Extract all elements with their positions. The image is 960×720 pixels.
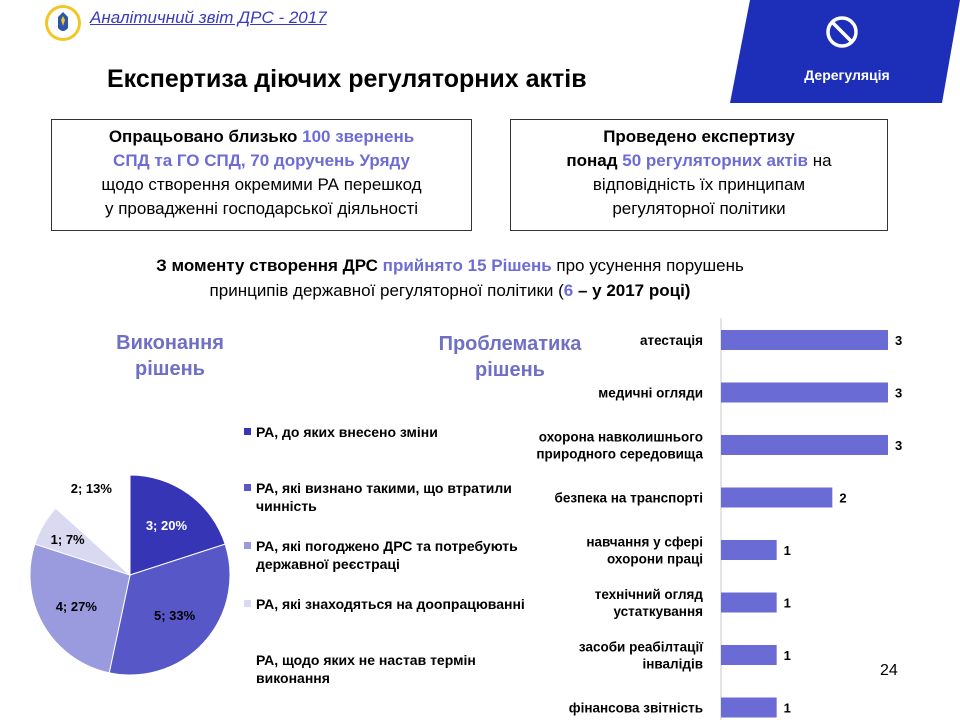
problems-title-line: рішень bbox=[475, 359, 545, 381]
legend-swatch bbox=[244, 542, 251, 549]
legend-swatch bbox=[244, 484, 251, 491]
box-highlight: 70 доручень Уряду bbox=[250, 151, 410, 170]
pie-data-label: 3; 20% bbox=[145, 517, 188, 533]
execution-pie-chart bbox=[20, 465, 240, 685]
legend-label: РА, які визнано такими, що втратили чинність bbox=[256, 480, 512, 514]
bar bbox=[721, 593, 777, 613]
pie-data-label: 2; 13% bbox=[70, 481, 112, 497]
bar-value-label: 3 bbox=[895, 438, 903, 453]
bar-category-label: інвалідів bbox=[642, 656, 703, 672]
statement-text: – у 2017 році) bbox=[573, 281, 691, 300]
box-highlight: 100 звернень bbox=[302, 127, 415, 146]
pie-data-label: 5; 33% bbox=[153, 608, 196, 624]
statement-text: З моменту створення ДРС bbox=[156, 256, 383, 275]
bar-value-label: 1 bbox=[783, 595, 791, 611]
bar-value-label: 1 bbox=[783, 700, 791, 716]
problems-title-line: Проблематика bbox=[438, 333, 582, 355]
bar-category-label: устаткування bbox=[613, 604, 703, 619]
bar-category-label: технічний огляд bbox=[594, 587, 703, 602]
bar-category-label: охорони праці bbox=[607, 551, 703, 567]
bar bbox=[721, 540, 777, 560]
box-text: у провадженні господарської діяльності bbox=[104, 199, 419, 218]
bar bbox=[721, 488, 832, 508]
bar-category-label: атестація bbox=[639, 333, 703, 348]
box-text: понад bbox=[566, 151, 623, 170]
execution-title-line: рішень bbox=[135, 358, 205, 380]
box-text: відповідність їх принципам bbox=[592, 175, 806, 194]
execution-title-line: Виконання bbox=[116, 332, 224, 354]
bar-category-label: медичні огляди bbox=[598, 385, 703, 401]
box-text: на bbox=[808, 151, 832, 170]
statement-text: про усунення порушень bbox=[551, 256, 744, 275]
statement-highlight: прийнято 15 Рішень bbox=[382, 256, 552, 275]
bar bbox=[721, 330, 888, 350]
bar-value-label: 1 bbox=[783, 543, 791, 558]
bar-value-label: 2 bbox=[839, 490, 847, 506]
bar-value-label: 1 bbox=[783, 648, 791, 663]
pie-data-label: 4; 27% bbox=[55, 599, 97, 614]
bar-category-label: охорона навколишнього bbox=[538, 429, 703, 445]
pie-data-label: 1; 7% bbox=[50, 532, 85, 547]
legend-swatch bbox=[244, 428, 251, 435]
report-link[interactable]: Аналітичний звіт ДРС - 2017 bbox=[90, 8, 327, 27]
box-highlight: СПД та ГО СПД, bbox=[113, 151, 251, 170]
badge-label: Дерегуляція bbox=[804, 67, 890, 83]
legend-label: РА, які знаходяться на доопрацюванні bbox=[256, 596, 525, 612]
legend-label: РА, щодо яких не настав термін виконання bbox=[256, 652, 476, 686]
legend-label: РА, до яких внесено зміни bbox=[256, 424, 438, 440]
bar-category-label: засоби реабілтації bbox=[578, 639, 703, 655]
page-title: Експертиза діючих регуляторних актів bbox=[107, 65, 587, 93]
bar-category-label: безпека на транспорті bbox=[554, 490, 703, 506]
appeals-box bbox=[51, 119, 472, 231]
drs-logo bbox=[44, 4, 82, 42]
decisions-statement bbox=[40, 253, 860, 303]
statement-highlight: 6 bbox=[563, 281, 574, 300]
bar-category-label: природного середовища bbox=[536, 446, 703, 462]
box-text: щодо створення окремими РА перешкод bbox=[101, 175, 422, 194]
problems-bar-chart bbox=[480, 312, 920, 720]
bar bbox=[721, 698, 777, 718]
statement-text: принципів державної регуляторної політики ( bbox=[209, 281, 564, 300]
box-text: регуляторної політики bbox=[612, 199, 786, 218]
expertise-box bbox=[510, 119, 888, 231]
box-text: Проведено експертизу bbox=[603, 127, 795, 146]
bar bbox=[721, 645, 777, 665]
box-text: Опрацьовано близько bbox=[108, 127, 303, 146]
bar-value-label: 3 bbox=[895, 333, 903, 348]
page-number: 24 bbox=[880, 662, 898, 679]
bar-value-label: 3 bbox=[895, 385, 903, 401]
bar bbox=[721, 383, 888, 403]
bar bbox=[721, 435, 888, 455]
bar-category-label: фінансова звітність bbox=[568, 700, 703, 716]
legend-label: РА, які погоджено ДРС та потребують державної реєстраці bbox=[256, 538, 518, 572]
legend-swatch bbox=[244, 600, 251, 607]
bar-category-label: навчання у сфері bbox=[586, 534, 703, 550]
box-highlight: 50 регуляторних актів bbox=[622, 151, 809, 170]
dereg-badge bbox=[730, 0, 960, 103]
execution-title bbox=[90, 330, 250, 382]
